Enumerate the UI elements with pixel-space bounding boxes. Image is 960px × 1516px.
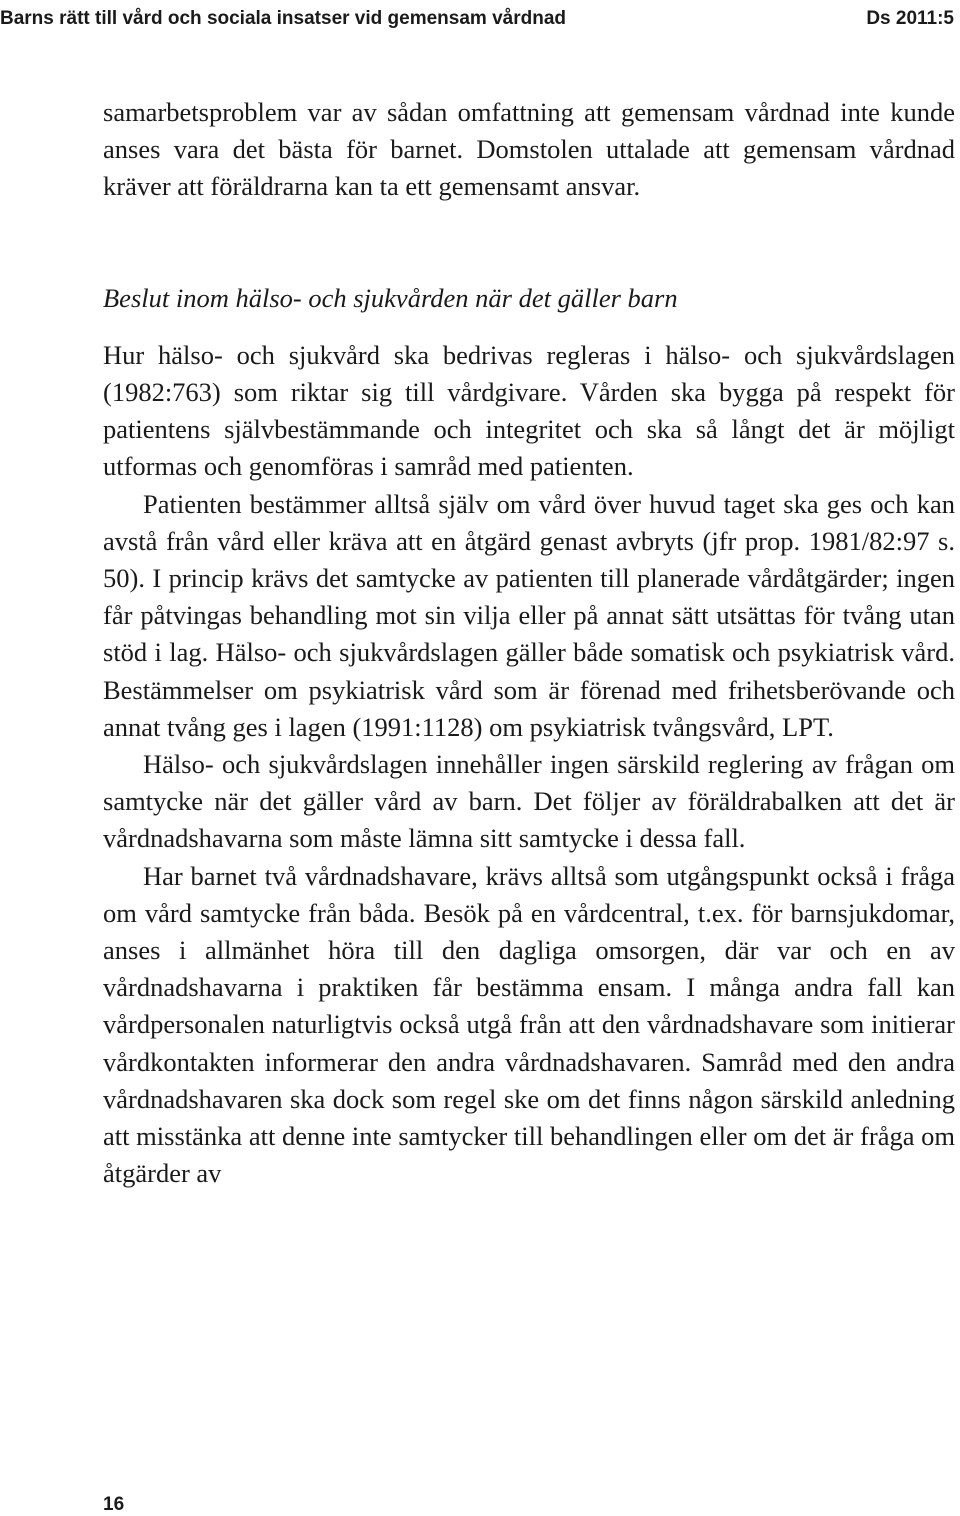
running-header [0, 6, 954, 32]
body-paragraph: Hälso- och sjukvårdslagen innehåller ingen särskild reglering av frågan om samtycke när det gäller vård av barn. Det följer av föräldrabalken att det är vårdnadshavarna som måste lämna sitt samtycke i dessa fall. [103, 749, 955, 854]
section-heading: Beslut inom hälso- och sjukvården när det gäller barn [103, 282, 678, 313]
intro-paragraph: samarbetsproblem var av sådan omfattning att gemensam vårdnad inte kunde anses vara det bästa för barnet. Domstolen uttalade att gemensam vårdnad kräver att föräldrarna kan ta ett gemensamt ansvar. [103, 97, 955, 202]
body-paragraph: Har barnet två vårdnadshavare, krävs alltså som utgångspunkt också i fråga om vård samtycke från båda. Besök på en vårdcentral, t.ex. för barnsjukdomar, anses i allmänhet höra till den dagliga omsorgen, där var och en av vårdnadshavarna i praktiken får bestämma ensam. I många andra fall kan vårdpersonalen naturligtvis också utgå från att den vårdnadshavare som initierar vårdkontakten informerar den andra vårdnadshavaren. Samråd med den andra vårdnadshavaren ska dock som regel ske om det finns någon särskild anledning att misstänka att denne inte samtycker till behandlingen eller om det är fråga om åtgärder av [103, 860, 955, 1189]
body-paragraph: Hur hälso- och sjukvård ska bedrivas regleras i hälso- och sjukvårdslagen (1982:763) som riktar sig till vårdgivare. Vården ska bygga på respekt för patientens självbestämmande och integritet och ska så långt det är möjligt utformas och genomföras i samråd med patienten. [103, 339, 955, 482]
page-body [103, 94, 955, 1192]
document-id: Ds 2011:5 [866, 8, 954, 29]
body-paragraph: Patienten bestämmer alltså själv om vård över huvud taget ska ges och kan avstå från vård eller kräva att en åtgärd genast avbryts (jfr prop. 1981/82:97 s. 50). I princip krävs det samtycke av patienten till planerade vårdåtgärder; ingen får påtvingas behandling mot sin vilja eller på annat sätt utsättas för tvång utan stöd i lag. Hälso- och sjukvårdslagen gäller både somatisk och psykiatrisk vård. Bestämmelser om psykiatrisk vård som är förenad med frihetsberövande och annat tvång ges i lagen (1991:1128) om psykiatrisk tvångsvård, LPT. [103, 488, 955, 742]
page-number: 16 [103, 1494, 125, 1515]
document-title: Barns rätt till vård och sociala insatser vid gemensam vårdnad [0, 8, 566, 29]
